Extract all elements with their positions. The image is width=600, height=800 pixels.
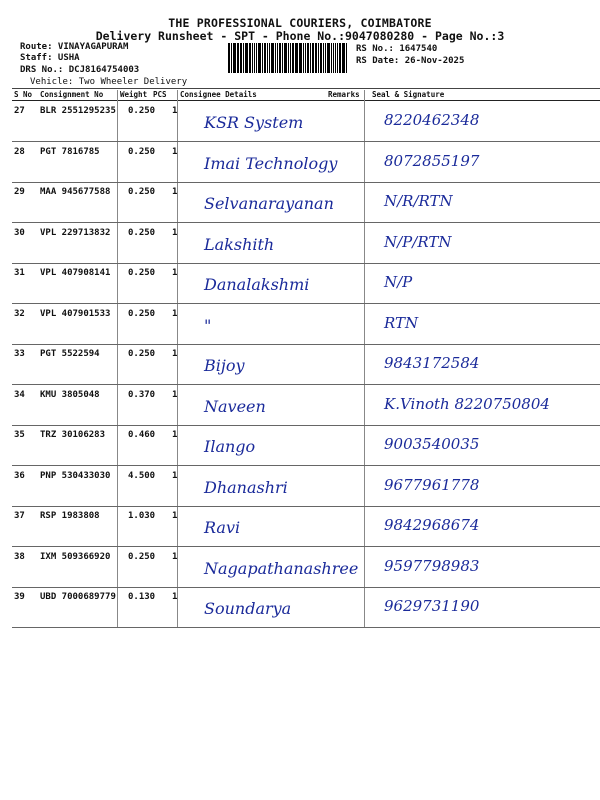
- route-label: Route: VINAYAGAPURAM: [20, 42, 129, 52]
- row-pcs: 1: [172, 471, 178, 481]
- staff-label: Staff: USHA: [20, 53, 80, 63]
- row-weight: 0.250: [128, 228, 156, 238]
- barcode-bar: [240, 43, 242, 73]
- row-weight: 0.250: [128, 147, 156, 157]
- row-sno: 28: [14, 147, 25, 157]
- row-consignee-handwritten: Soundarya: [204, 599, 292, 618]
- col-sno: S No: [14, 90, 33, 99]
- row-sno: 39: [14, 592, 25, 602]
- col-remarks: Remarks: [328, 90, 360, 99]
- row-pcs: 1: [172, 309, 178, 319]
- barcode-bar: [256, 43, 258, 73]
- row-consignee-handwritten: Bijoy: [204, 356, 245, 375]
- table-row: [12, 466, 600, 508]
- barcode-bar: [320, 43, 322, 73]
- col-consignee: Consignee Details: [180, 90, 257, 99]
- col-seal-signature: Seal & Signature: [372, 90, 445, 99]
- table-row: [12, 344, 600, 386]
- row-sno: 38: [14, 552, 25, 562]
- barcode-bar: [307, 43, 309, 73]
- row-weight: 0.250: [128, 187, 156, 197]
- row-consignee-handwritten: ": [204, 316, 212, 335]
- row-consignment: PGT 5522594: [40, 349, 100, 359]
- row-signature-handwritten: 9842968674: [384, 516, 480, 534]
- barcode-bar: [237, 43, 238, 73]
- row-weight: 1.030: [128, 511, 156, 521]
- barcode-bar: [254, 43, 255, 73]
- row-weight: 0.250: [128, 106, 156, 116]
- header-top-rule: [12, 88, 600, 89]
- drs-number: DRS No.: DCJ8164754003: [20, 65, 140, 75]
- company-name: THE PROFESSIONAL COURIERS, COIMBATORE: [168, 16, 432, 30]
- row-consignment: VPL 407908141: [40, 268, 111, 278]
- barcode-bar: [264, 43, 266, 73]
- row-consignee-handwritten: Lakshith: [204, 235, 275, 254]
- barcode-bar: [327, 43, 330, 73]
- rs-number: RS No.: 1647540: [356, 44, 438, 54]
- row-consignment: PNP 530433030: [40, 471, 111, 481]
- barcode-bar: [238, 43, 239, 73]
- row-signature-handwritten: N/P: [384, 273, 413, 291]
- row-pcs: 1: [172, 106, 178, 116]
- row-sno: 30: [14, 228, 25, 238]
- row-consignment: MAA 945677588: [40, 187, 111, 197]
- row-signature-handwritten: 9843172584: [384, 354, 480, 372]
- barcode-bar: [342, 43, 345, 73]
- row-signature-handwritten: 8072855197: [384, 152, 480, 170]
- barcode-bar: [277, 43, 279, 73]
- barcode-bar: [337, 43, 338, 73]
- barcode-bar: [231, 43, 232, 73]
- row-weight: 4.500: [128, 471, 156, 481]
- barcode-bar: [305, 43, 306, 73]
- barcode-bar: [228, 43, 230, 73]
- table-row: [12, 182, 600, 224]
- row-consignee-handwritten: Ravi: [204, 518, 241, 537]
- barcode-bar: [233, 43, 236, 73]
- barcode-bar: [296, 43, 298, 73]
- row-sno: 37: [14, 511, 25, 521]
- table-row: [12, 425, 600, 467]
- barcode-bar: [284, 43, 287, 73]
- row-weight: 0.250: [128, 349, 156, 359]
- row-pcs: 1: [172, 349, 178, 359]
- barcode-bar: [303, 43, 304, 73]
- barcode-bar: [333, 43, 335, 73]
- barcode-bar: [267, 43, 268, 73]
- row-pcs: 1: [172, 592, 178, 602]
- barcode-bar: [245, 43, 248, 73]
- barcode-bar: [331, 43, 332, 73]
- barcode-bar: [312, 43, 315, 73]
- row-weight: 0.130: [128, 592, 156, 602]
- row-pcs: 1: [172, 268, 178, 278]
- row-sno: 29: [14, 187, 25, 197]
- table-row: [12, 506, 600, 548]
- barcode-bar: [323, 43, 324, 73]
- row-weight: 0.370: [128, 390, 156, 400]
- row-sno: 33: [14, 349, 25, 359]
- row-weight: 0.250: [128, 268, 156, 278]
- runsheet-subtitle: Delivery Runsheet - SPT - Phone No.:9047080280 - Page No.:3: [95, 29, 505, 43]
- row-consignment: BLR 2551295235: [40, 106, 116, 116]
- barcode-bar: [318, 43, 319, 73]
- row-consignee-handwritten: Nagapathanashree: [204, 559, 359, 578]
- row-signature-handwritten: N/P/RTN: [384, 233, 452, 251]
- row-signature-handwritten: 9677961778: [384, 476, 480, 494]
- barcode-bar: [269, 43, 270, 73]
- barcode-bar: [339, 43, 341, 73]
- barcode-bar: [288, 43, 289, 73]
- table-row: [12, 547, 600, 589]
- row-consignee-handwritten: Dhanashri: [204, 478, 288, 497]
- row-consignee-handwritten: Imai Technology: [204, 154, 338, 173]
- row-consignment: VPL 229713832: [40, 228, 111, 238]
- row-divider: [12, 627, 600, 628]
- barcode-bar: [282, 43, 283, 73]
- row-pcs: 1: [172, 147, 178, 157]
- row-signature-handwritten: 9003540035: [384, 435, 480, 453]
- row-weight: 0.250: [128, 309, 156, 319]
- row-signature-handwritten: 9629731190: [384, 597, 480, 615]
- barcode-bar: [346, 43, 347, 73]
- barcode-bar: [295, 43, 296, 73]
- barcode-bar: [299, 43, 302, 73]
- row-consignee-handwritten: KSR System: [204, 113, 304, 132]
- barcode-bar: [292, 43, 294, 73]
- vehicle-label: Vehicle: Two Wheeler Delivery: [30, 77, 188, 87]
- row-consignment: IXM 509366920: [40, 552, 111, 562]
- row-signature-handwritten: 9597798983: [384, 557, 480, 575]
- barcode-bar: [258, 43, 261, 73]
- col-pcs: PCS: [153, 90, 167, 99]
- row-consignment: TRZ 30106283: [40, 430, 106, 440]
- barcode-bar: [279, 43, 281, 73]
- table-row: [12, 101, 600, 143]
- table-row: [12, 304, 600, 346]
- rs-date: RS Date: 26-Nov-2025: [356, 56, 465, 66]
- row-signature-handwritten: N/R/RTN: [384, 192, 453, 210]
- barcode-bar: [290, 43, 291, 73]
- barcode-bar: [315, 43, 317, 73]
- row-consignee-handwritten: Naveen: [204, 397, 266, 416]
- barcode-bar: [243, 43, 244, 73]
- row-pcs: 1: [172, 511, 178, 521]
- row-consignment: VPL 407901533: [40, 309, 111, 319]
- row-sno: 27: [14, 106, 25, 116]
- row-consignment: KMU 3805048: [40, 390, 100, 400]
- row-pcs: 1: [172, 390, 178, 400]
- row-sno: 32: [14, 309, 25, 319]
- row-sno: 35: [14, 430, 25, 440]
- row-pcs: 1: [172, 552, 178, 562]
- row-pcs: 1: [172, 187, 178, 197]
- barcode: [228, 43, 348, 73]
- col-weight: Weight: [120, 90, 148, 99]
- row-consignment: RSP 1983808: [40, 511, 100, 521]
- row-sno: 34: [14, 390, 25, 400]
- row-signature-handwritten: RTN: [384, 314, 419, 332]
- row-weight: 0.250: [128, 552, 156, 562]
- barcode-bar: [335, 43, 336, 73]
- table-row: [12, 385, 600, 427]
- col-consignment: Consignment No: [40, 90, 104, 99]
- row-sno: 31: [14, 268, 25, 278]
- row-pcs: 1: [172, 228, 178, 238]
- row-consignee-handwritten: Danalakshmi: [204, 275, 310, 294]
- row-signature-handwritten: 8220462348: [384, 111, 480, 129]
- barcode-bar: [310, 43, 311, 73]
- barcode-bar: [249, 43, 251, 73]
- barcode-bar: [275, 43, 276, 73]
- table-row: [12, 223, 600, 265]
- row-sno: 36: [14, 471, 25, 481]
- row-consignment: UBD 7000689779: [40, 592, 116, 602]
- barcode-bar: [271, 43, 274, 73]
- table-row: [12, 142, 600, 184]
- row-pcs: 1: [172, 430, 178, 440]
- barcode-bar: [325, 43, 326, 73]
- row-signature-handwritten: K.Vinoth 8220750804: [384, 395, 550, 413]
- row-consignee-handwritten: Selvanarayanan: [204, 194, 334, 213]
- barcode-bar: [262, 43, 263, 73]
- barcode-bar: [252, 43, 253, 73]
- row-weight: 0.460: [128, 430, 156, 440]
- row-consignment: PGT 7816785: [40, 147, 100, 157]
- table-row: [12, 263, 600, 305]
- row-consignee-handwritten: Ilango: [204, 437, 256, 456]
- table-row: [12, 587, 600, 629]
